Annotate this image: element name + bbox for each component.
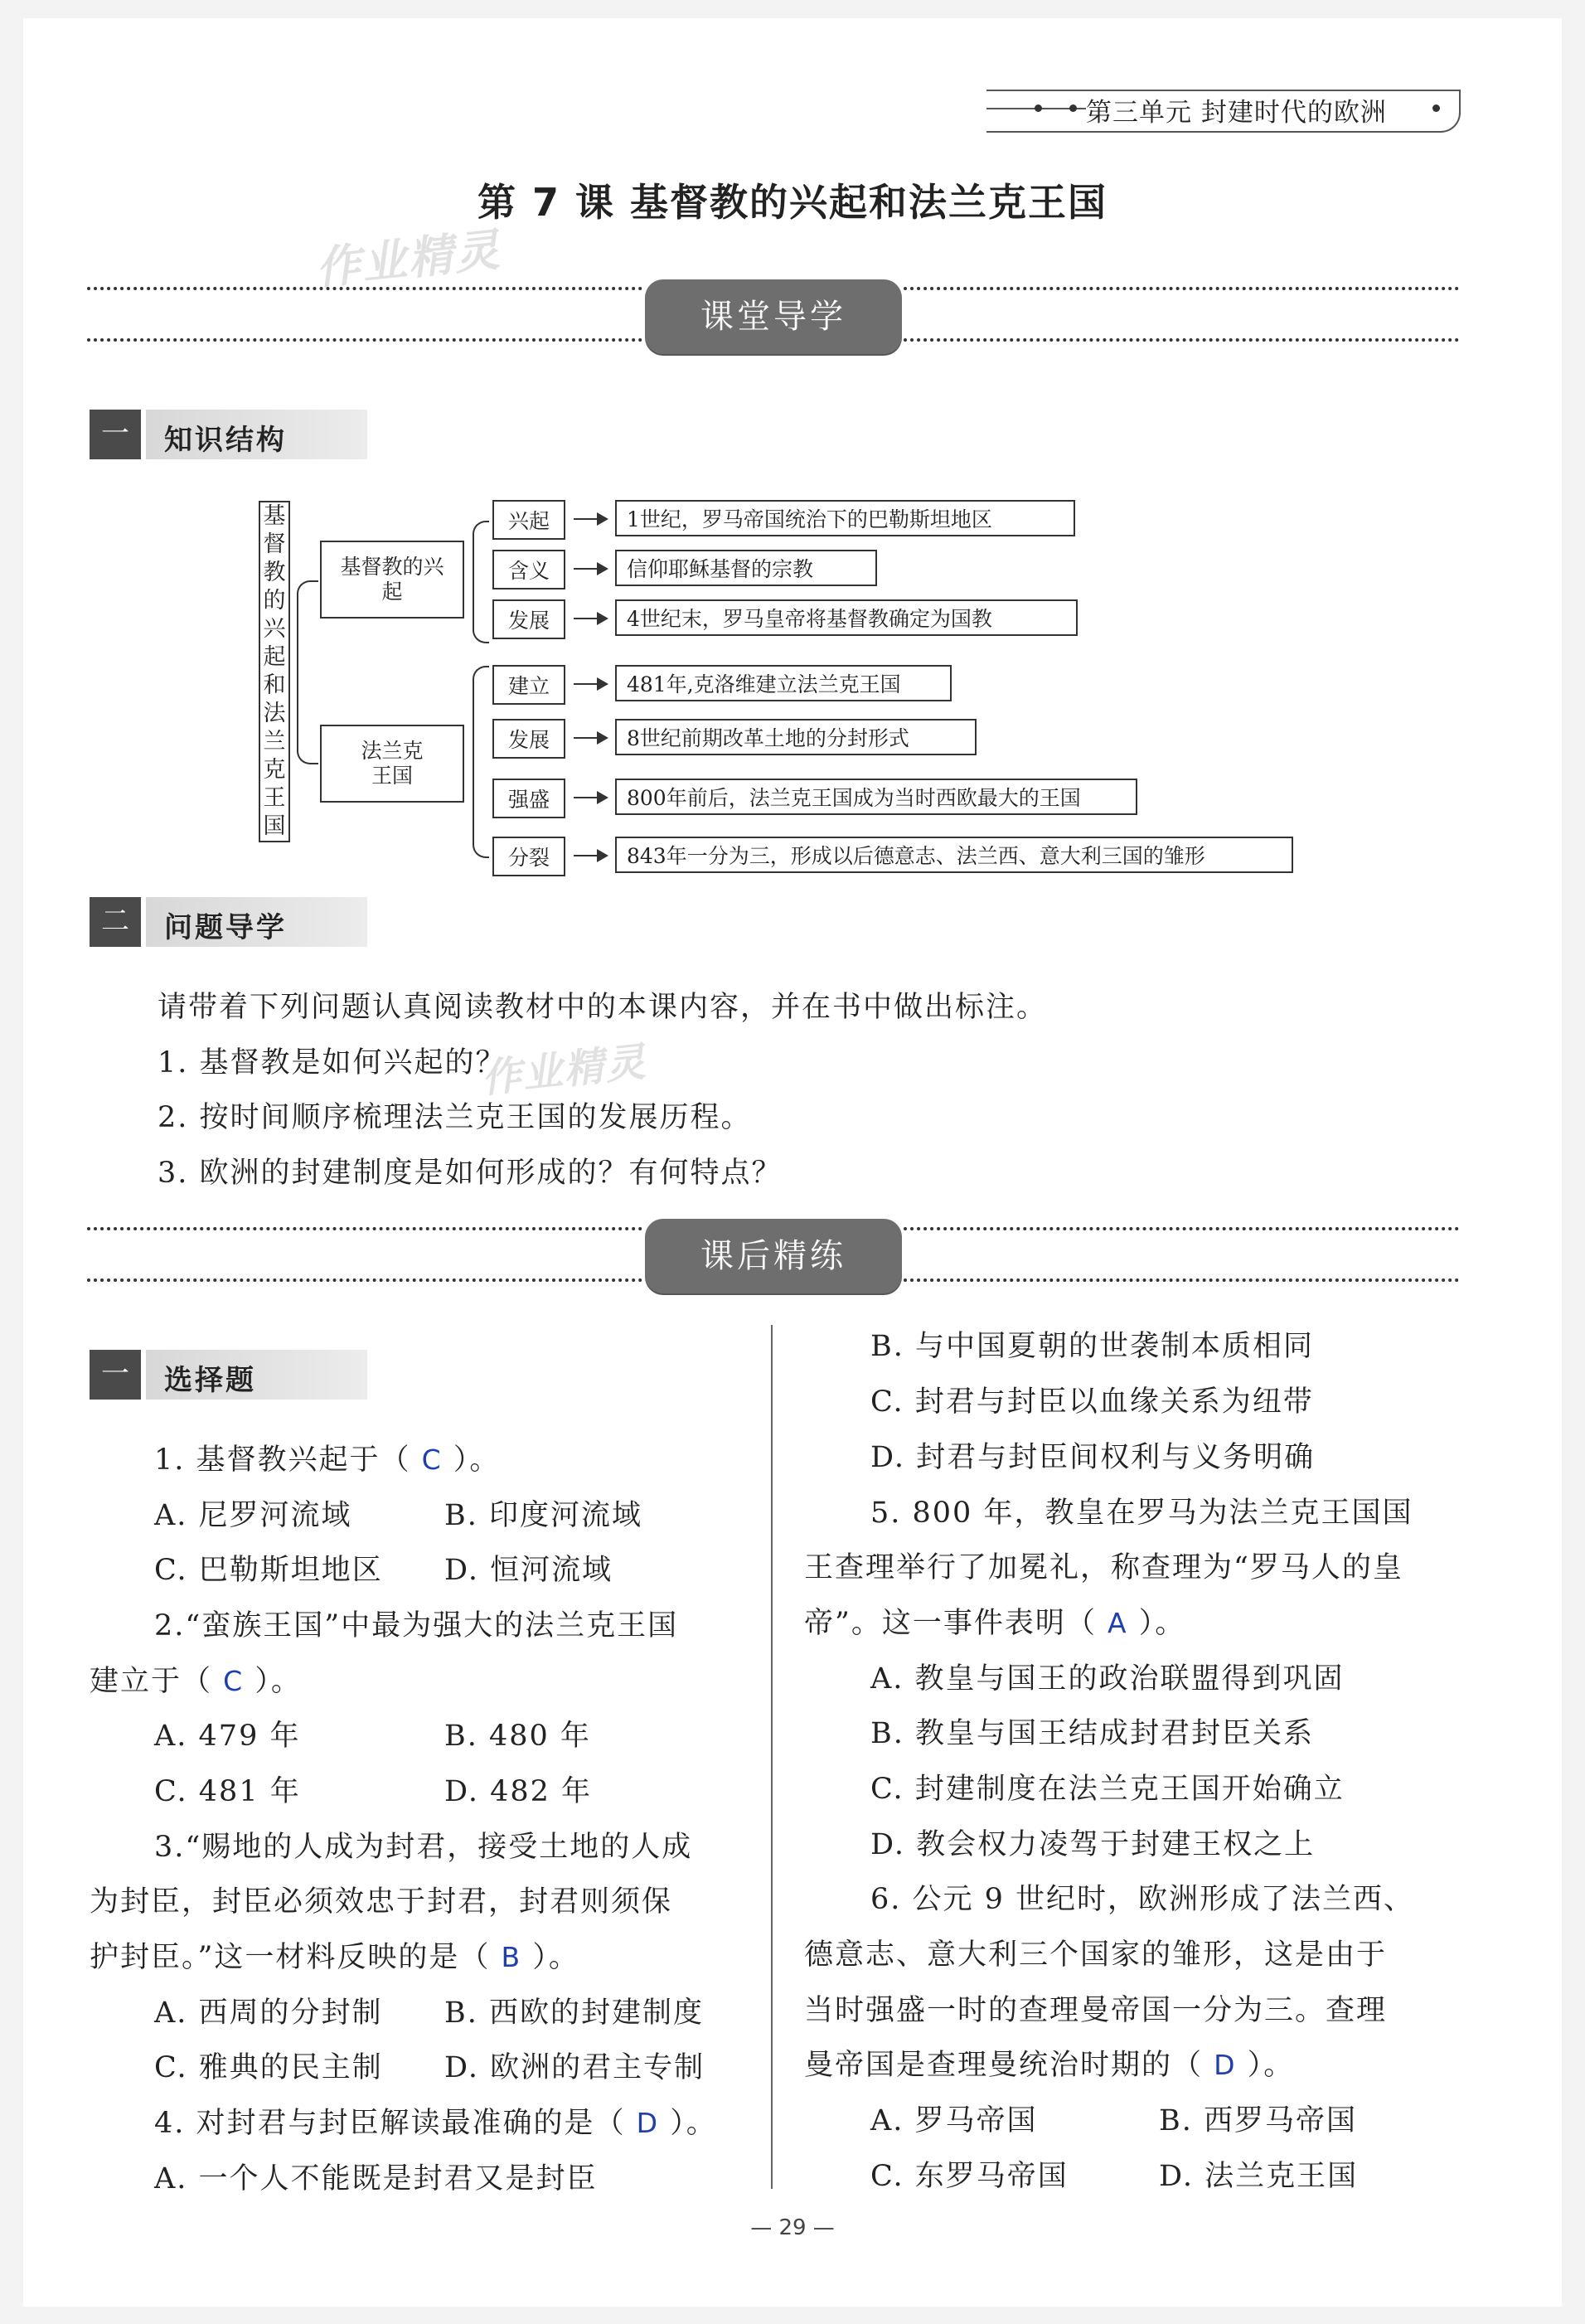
section-label: 选择题 — [164, 1364, 256, 1397]
node-frank: 法兰克王国 — [320, 725, 464, 803]
option: A. 479 年 — [154, 1720, 301, 1753]
diagram-root-char: 王 — [263, 785, 286, 811]
section-number: 一 — [90, 1350, 141, 1400]
watermark: 作业精灵 — [313, 223, 504, 295]
option: B. 与中国夏朝的世袭制本质相同 — [870, 1330, 1314, 1363]
arrow-icon — [574, 618, 607, 619]
option: A. 西周的分封制 — [154, 1997, 383, 2030]
page-number: — 29 — — [750, 2215, 835, 2240]
option: A. 尼罗河流域 — [154, 1499, 352, 1532]
diagram-root-char: 兰 — [263, 729, 286, 754]
diagram-root-char: 起 — [263, 644, 286, 670]
unit-title: 第三单元 封建时代的欧洲 — [1086, 98, 1387, 128]
diagram-root-char: 国 — [263, 813, 286, 839]
section-number: 二 — [90, 897, 141, 947]
banner-after-class: 课后精练 — [645, 1219, 902, 1293]
option: B. 教皇与国王结成封君封臣关系 — [870, 1717, 1314, 1750]
section-header-choice — [90, 1350, 367, 1400]
option: C. 封建制度在法兰克王国开始确立 — [870, 1773, 1345, 1806]
section-label: 知识结构 — [164, 424, 287, 457]
answer: C — [223, 1665, 245, 1697]
question-4-stem: 4. 对封君与封臣解读最准确的是（ D ）。 — [154, 2107, 717, 2140]
question-6-stem: 德意志、意大利三个国家的雏形，这是由于 — [804, 1938, 1388, 1972]
option: B. 480 年 — [444, 1720, 591, 1753]
question-3-stem: 为封臣，封臣必须效忠于封君，封君则须保 — [90, 1885, 673, 1919]
column-divider — [771, 1325, 773, 2189]
dotted-divider — [904, 338, 1459, 342]
question-3-stem: 护封臣。”这一材料反映的是（ B ）。 — [90, 1941, 579, 1974]
answer: B — [501, 1941, 522, 1973]
node-key: 兴起 — [492, 500, 565, 540]
node-key: 建立 — [492, 665, 565, 705]
answer: C — [421, 1443, 443, 1476]
arrow-icon — [574, 855, 607, 856]
diagram-root-char: 法 — [263, 701, 286, 726]
node-key: 含义 — [492, 550, 565, 589]
diagram-root-char: 和 — [263, 672, 286, 698]
dot-icon — [1432, 104, 1440, 112]
diagram-root-char: 督 — [263, 531, 286, 557]
question-5-stem: 5. 800 年，教皇在罗马为法兰克王国国 — [870, 1497, 1413, 1530]
diagram-root-char: 克 — [263, 757, 286, 783]
section-label: 问题导学 — [164, 911, 287, 944]
diagram-root-char: 基 — [263, 503, 286, 529]
option: A. 教皇与国王的政治联盟得到巩固 — [870, 1662, 1345, 1696]
question-5-stem: 王查理举行了加冕礼，称查理为“罗马人的皇 — [804, 1551, 1403, 1584]
question-5-stem: 帝”。这一事件表明（ A ）。 — [804, 1607, 1186, 1640]
guide-question: 2. 按时间顺序梳理法兰克王国的发展历程。 — [158, 1101, 752, 1134]
question-3-stem: 3.“赐地的人成为封君，接受土地的人成 — [154, 1831, 693, 1864]
dotted-divider — [904, 1278, 1459, 1282]
question-6-stem: 6. 公元 9 世纪时，欧洲形成了法兰西、 — [870, 1883, 1415, 1916]
diagram-brace — [473, 666, 489, 858]
dotted-divider — [904, 1227, 1459, 1230]
diagram-root-title — [259, 501, 290, 842]
dotted-divider — [87, 287, 642, 290]
node-desc: 481年,克洛维建立法兰克王国 — [615, 665, 952, 701]
arrow-icon — [574, 683, 607, 685]
option: D. 恒河流域 — [444, 1554, 613, 1587]
node-desc: 800年前后，法兰克王国成为当时西欧最大的王国 — [615, 779, 1137, 815]
answer: A — [1108, 1607, 1128, 1639]
node-desc: 信仰耶稣基督的宗教 — [615, 550, 877, 586]
question-2-stem: 2.“蛮族王国”中最为强大的法兰克王国 — [154, 1609, 679, 1642]
node-christianity: 基督教的兴起 — [320, 541, 464, 619]
dot-icon — [1069, 104, 1077, 112]
node-desc: 1世纪，罗马帝国统治下的巴勒斯坦地区 — [615, 500, 1075, 536]
dotted-divider — [87, 338, 642, 342]
node-desc: 843年一分为三，形成以后德意志、法兰西、意大利三国的雏形 — [615, 837, 1293, 873]
node-key: 强盛 — [492, 779, 565, 818]
section-number: 一 — [90, 410, 141, 459]
diagram-root-char: 兴 — [263, 616, 286, 642]
guide-intro: 请带着下列问题认真阅读教材中的本课内容，并在书中做出标注。 — [158, 991, 1048, 1024]
dot-icon — [1035, 104, 1042, 112]
option: C. 东罗马帝国 — [870, 2160, 1069, 2193]
node-desc: 4世纪末，罗马皇帝将基督教确定为国教 — [615, 599, 1078, 636]
dotted-divider — [904, 287, 1459, 290]
question-1-stem: 1. 基督教兴起于（ C ）。 — [154, 1443, 501, 1477]
question-2-stem: 建立于（ C ）。 — [90, 1665, 302, 1698]
node-key: 发展 — [492, 599, 565, 639]
answer: D — [1214, 2049, 1237, 2081]
arrow-icon — [574, 797, 607, 798]
option: B. 西罗马帝国 — [1159, 2104, 1357, 2137]
dotted-divider — [87, 1227, 642, 1230]
node-key: 发展 — [492, 719, 565, 759]
option: C. 481 年 — [154, 1775, 301, 1808]
banner-class-guide: 课堂导学 — [645, 279, 902, 354]
option: B. 西欧的封建制度 — [444, 1997, 704, 2030]
option: B. 印度河流域 — [444, 1499, 642, 1532]
answer: D — [636, 2107, 660, 2139]
guide-question: 3. 欧洲的封建制度是如何形成的？有何特点？ — [158, 1157, 783, 1190]
option: C. 封君与封臣以血缘关系为纽带 — [870, 1385, 1314, 1419]
arrow-icon — [574, 518, 607, 520]
diagram-brace — [297, 580, 318, 764]
watermark: 作业精灵 — [479, 1038, 649, 1103]
node-key: 分裂 — [492, 837, 565, 876]
option: D. 教会权力凌驾于封建王权之上 — [870, 1828, 1316, 1861]
option: D. 482 年 — [444, 1775, 592, 1808]
section-header-questions — [90, 897, 367, 947]
guide-question: 1. 基督教是如何兴起的？ — [158, 1046, 507, 1080]
dotted-divider — [87, 1278, 642, 1282]
option: A. 一个人不能既是封君又是封臣 — [154, 2162, 598, 2195]
option: D. 欧洲的君主专制 — [444, 2051, 705, 2084]
lesson-title: 第 7 课 基督教的兴起和法兰克王国 — [477, 180, 1108, 225]
section-header-knowledge — [90, 410, 367, 459]
option: C. 雅典的民主制 — [154, 2051, 383, 2084]
node-desc: 8世纪前期改革土地的分封形式 — [615, 719, 977, 755]
arrow-icon — [574, 737, 607, 739]
question-6-stem: 曼帝国是查理曼统治时期的（ D ）。 — [804, 2049, 1295, 2082]
option: D. 法兰克王国 — [1159, 2160, 1359, 2193]
option: A. 罗马帝国 — [870, 2104, 1038, 2137]
diagram-root-char: 的 — [263, 588, 286, 614]
option: C. 巴勒斯坦地区 — [154, 1554, 383, 1587]
diagram-brace — [473, 521, 489, 643]
arrow-icon — [574, 568, 607, 570]
option: D. 封君与封臣间权利与义务明确 — [870, 1441, 1316, 1474]
diagram-root-char: 教 — [263, 560, 286, 585]
question-6-stem: 当时强盛一时的查理曼帝国一分为三。查理 — [804, 1994, 1388, 2027]
